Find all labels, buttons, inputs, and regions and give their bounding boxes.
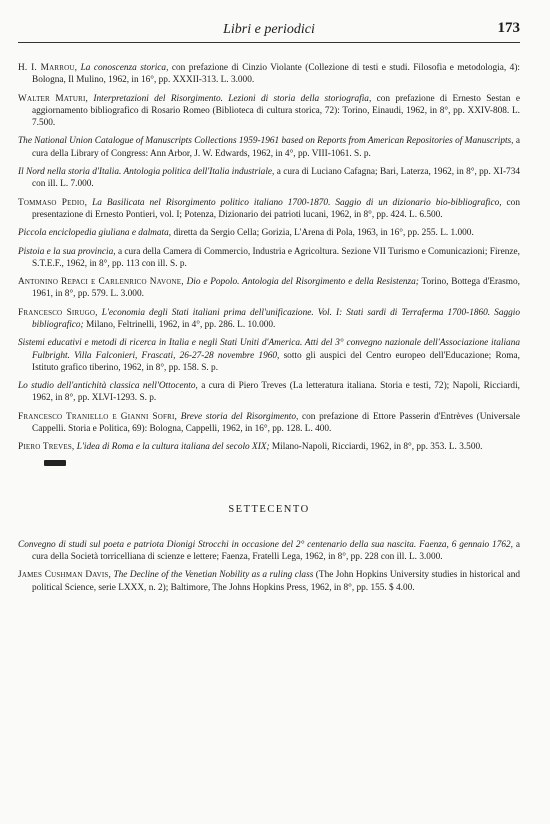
running-head-title: Libri e periodici [223, 22, 315, 37]
bibliography-entry [18, 307, 520, 331]
entry-details: diretta da Sergio Cella; Gorizia, L'Arena di Pola, 1963, in 16°, pp. 255. L. 1.000. [173, 228, 474, 239]
entry-details: a cura di Piero Treves (La letteratura italiana. Storia e testi, 72); Napoli, Ricciardi, 1962, in 8°, pp. XLVI-1293. S. p. [32, 381, 520, 404]
entry-title: Pistoia e la sua provincia, [18, 246, 116, 257]
entry-details: con prefazione di Ettore Passerin d'Entrèves (Universale Cappelli. Storia e Politica, 69): Bologna, Cappelli, 1962, in 16°, pp. 128. L. 400. [32, 411, 521, 434]
bibliography-entry [18, 93, 520, 130]
entry-title: Breve storia del Risorgimento, [180, 411, 299, 422]
entry-author: H. I. Marrou, [18, 63, 78, 73]
entry-title: Interpretazioni del Risorgimento. Lezioni di storia della storiografia, [93, 93, 372, 104]
bibliography-entry [18, 539, 520, 563]
entry-details: Milano-Napoli, Ricciardi, 1962, in 8°, pp. 353. L. 3.500. [271, 442, 483, 453]
entry-details: Torino, Bottega d'Erasmo, 1961, in 8°, pp. 579. L. 3.000. [32, 277, 520, 300]
entry-title: L'idea di Roma e la cultura italiana del secolo XIX; [76, 442, 270, 453]
bibliography-entry [18, 227, 520, 239]
running-head [18, 20, 520, 43]
entry-title: Convegno di studi sul poeta e patriota Dionigi Strocchi in occasione del 2° centenario della sua nascita. Faenza, 6 gennaio 1762, [18, 539, 513, 550]
entry-title: Lo studio dell'antichità classica nell'Ottocento, [18, 381, 198, 392]
entry-details: con presentazione di Ernesto Pontieri, vol. I; Potenza, Dizionario dei patrioti lucani, 1962, in 8°, pp. 424. L. 6.500. [32, 197, 520, 220]
entry-title: Dio e Popolo. Antologia del Risorgimento e della Resistenza; [186, 277, 419, 288]
section-title: SETTECENTO [228, 503, 310, 515]
bibliography-entry [18, 441, 520, 453]
entry-details: a cura della Camera di Commercio, Industria e Agricoltura. Sezione VII Turismo e Comunicazioni; Firenze, S.T.E.F., 1962, in 8°, pp. 113 con ill. S. p. [32, 246, 520, 269]
entry-author: Walter Maturi, [18, 93, 89, 104]
bibliography-entry [18, 337, 520, 374]
entry-title: La Basilicata nel Risorgimento politico italiano 1700-1870. Saggio di un dizionario bio-bibliografico, [92, 197, 502, 208]
bibliography-entry [18, 246, 520, 270]
entry-author: Tommaso Pedio, [18, 197, 88, 208]
entry-author: Francesco Traniello e Gianni Sofri, [18, 411, 178, 422]
entry-title: Il Nord nella storia d'Italia. Antologia politica dell'Italia industriale, [18, 166, 275, 177]
entry-author: Antonino Repaci e Carlenrico Navone, [18, 277, 184, 288]
entry-details: a cura di Luciano Cafagna; Bari, Laterza, 1962, in 8°, pp. XI-734 con ill. L. 7.000. [32, 166, 520, 190]
entry-author: Piero Treves, [18, 442, 75, 453]
entry-details: con prefazione di Cinzio Violante (Collezione di testi e studi. Filosofia e metodologia, 4): Bologna, Il Mulino, 1962, in 16°, pp. XXXII-313. L. 3.000. [32, 63, 521, 86]
bibliography-entry [18, 569, 520, 593]
bibliography-entry [18, 135, 520, 159]
entry-details: a cura della Library of Congress: Ann Arbor, J. W. Edwards, 1962, in 4°, pp. VIII-1061. S. p. [32, 136, 520, 159]
entries-top [18, 62, 520, 454]
entries-bottom [18, 539, 520, 594]
entry-details: Milano, Feltrinelli, 1962, in 4°, pp. 286. L. 10.000. [85, 319, 276, 330]
bibliography-entry [18, 276, 520, 300]
entry-title: Sistemi educativi e metodi di ricerca in Italia e negli Stati Uniti d'America. Atti del 3° convegno nazionale dell'Associazione italiana Fulbright. Villa Falconieri, Frascati, 26-27-28 novembre 1960, [18, 338, 520, 361]
entry-details: sotto gli auspici del Centro europeo dell'Educazione; Roma, Istituto grafico tiberino, 1962, in 8°, pp. 158. S. p. [32, 350, 520, 373]
bibliography-list [18, 62, 520, 600]
entry-title: The National Union Catalogue of Manuscripts Collections 1959-1961 based on Reports from American Repositories of Manuscripts, [18, 136, 514, 147]
entry-author: Francesco Sirugo, [18, 307, 98, 318]
bibliography-entry [18, 197, 520, 221]
entry-details: con prefazione di Ernesto Sestan e aggiornamento bibliografico di Rosario Romeo (Biblioteca di cultura storica, 72): Torino, Einaudi, 1962, in 8°, pp. XXIV-808. L. 7.500. [32, 93, 520, 128]
bibliography-entry [18, 411, 520, 435]
entry-details: a cura della Società torricelliana di scienze e lettere; Faenza, Fratelli Lega, 1962, in 8°, pp. 228 con ill. L. 3.000. [32, 539, 520, 562]
entry-details: (The John Hopkins University studies in historical and political Science, serie LXXX, n. 2); Baltimore, The Johns Hopkins Press, 1962, in 8°, pp. 155. $ 4.00. [32, 570, 520, 593]
entry-title: L'economia degli Stati italiani prima dell'unificazione. Vol. I: Stati sardi di Terraferma 1700-1860. Saggio bibliografico; [32, 307, 520, 330]
entry-title: La conoscenza storica, [80, 63, 169, 73]
page-number: 173 [497, 20, 520, 36]
bibliography-entry [18, 380, 520, 404]
ink-mark [44, 460, 66, 466]
bibliography-entry [18, 166, 520, 190]
bibliography-entry [18, 62, 520, 86]
entry-title: The Decline of the Venetian Nobility as a ruling class [113, 570, 314, 581]
entry-author: James Cushman Davis, [18, 570, 112, 581]
entry-title: Piccola enciclopedia giuliana e dalmata, [18, 228, 172, 239]
